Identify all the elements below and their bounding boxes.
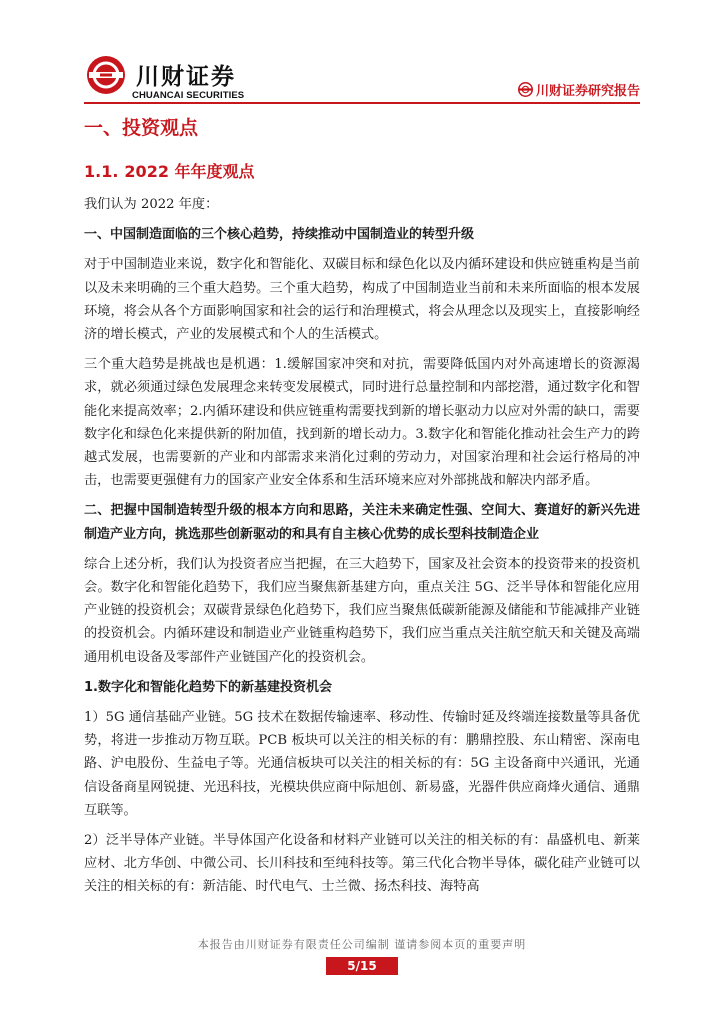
brand-name-cn: 川财证券: [136, 64, 236, 90]
paragraph: 2）泛半导体产业链。半导体国产化设备和材料产业链可以关注的相关标的有：晶盛机电、新莱应材、北方华创、中微公司、长川科技和至纯科技等。第三代化合物半导体，碳化硅产业链可以关注的相关标的有：新洁能、时代电气、士兰微、扬杰科技、海特高: [84, 833, 640, 895]
page-header: [0, 0, 724, 105]
paragraph: 我们认为 2022 年度：: [84, 197, 219, 212]
subsection-text: 2022 年年度观点: [124, 162, 255, 181]
header-divider: [84, 102, 640, 104]
subsection-number: 1.1.: [84, 162, 119, 181]
paragraph: 1）5G 通信基础产业链。5G 技术在数据传输速率、移动性、传输时延及终端连接数量等具备优势，将进一步推动万物互联。PCB 板块可以关注的相关标的有：鹏鼎控股、东山精密、深南电路、沪电股份、生益电子等。光通信板块可以关注的相关标的有：5G 主设备商中兴通讯，光通信设备商星网锐捷、光迅科技，光模块供应商中际旭创、新易盛，光器件供应商烽火通信、通鼎互联等。: [84, 710, 640, 818]
body-content: [84, 193, 640, 906]
report-tag: [518, 80, 640, 99]
page-number: 5/15: [326, 957, 398, 975]
report-tag-text: 川财证券研究报告: [535, 84, 640, 99]
section-title: 一、投资观点: [84, 117, 199, 139]
paragraph-heading: 二、把握中国制造转型升级的根本方向和思路，关注未来确定性强、空间大、赛道好的新兴先进制造产业方向，挑选那些创新驱动的和具有自主核心优势的成长型科技制造企业: [84, 503, 640, 542]
report-logo-icon: [518, 82, 533, 97]
paragraph-heading: 1.数字化和智能化趋势下的新基建投资机会: [84, 679, 332, 695]
paragraph-heading: 一、中国制造面临的三个核心趋势，持续推动中国制造业的转型升级: [84, 227, 475, 243]
footer-disclaimer: 本报告由川财证券有限责任公司编制 谨请参阅本页的重要声明: [197, 938, 527, 951]
paragraph: 三个重大趋势是挑战也是机遇：1.缓解国家冲突和对抗，需要降低国内对外高速增长的资源渴求，就必须通过绿色发展理念来转变发展模式，同时进行总量控制和内部挖潜，通过数字化和智能化来提高效率；2.内循环建设和供应链重构需要找到新的增长驱动力以应对外需的缺口，需要数字化和绿色化来提供新的附加值，找到新的增长动力。3.数字化和智能化推动社会生产力的跨越式发展，也需要新的产业和内部需求来消化过剩的劳动力，对国家治理和社会运行格局的冲击，也需要更强健有力的国家产业安全体系和生活环境来应对外部挑战和解决内部矛盾。: [84, 357, 640, 489]
paragraph: 综合上述分析，我们认为投资者应当把握，在三大趋势下，国家及社会资本的投资带来的投资机会。数字化和智能化趋势下，我们应当聚焦新基建方向，重点关注 5G、泛半导体和智能化应用产业链的投资机会；双碳背景绿色化趋势下，我们应当聚焦低碳新能源及储能和节能减排产业链的投资机会。内循环建设和制造业产业链重构趋势下，我们应当重点关注航空航天和关键及高端通用机电设备及零部件产业链国产化的投资机会。: [84, 556, 640, 665]
paragraph: 对于中国制造业来说，数字化和智能化、双碳目标和绿色化以及内循环建设和供应链重构是当前以及未来明确的三个重大趋势。三个重大趋势，构成了中国制造业当前和未来所面临的根本发展环境，将会从各个方面影响国家和社会的运行和治理模式，将会从理念以及现实上，直接影响经济的增长模式，产业的发展模式和个人的生活模式。: [84, 257, 640, 343]
subsection-title: [84, 159, 255, 182]
brand-name-en: CHUANCAI SECURITIES: [132, 90, 245, 101]
chuancai-logo-icon: [86, 55, 126, 95]
